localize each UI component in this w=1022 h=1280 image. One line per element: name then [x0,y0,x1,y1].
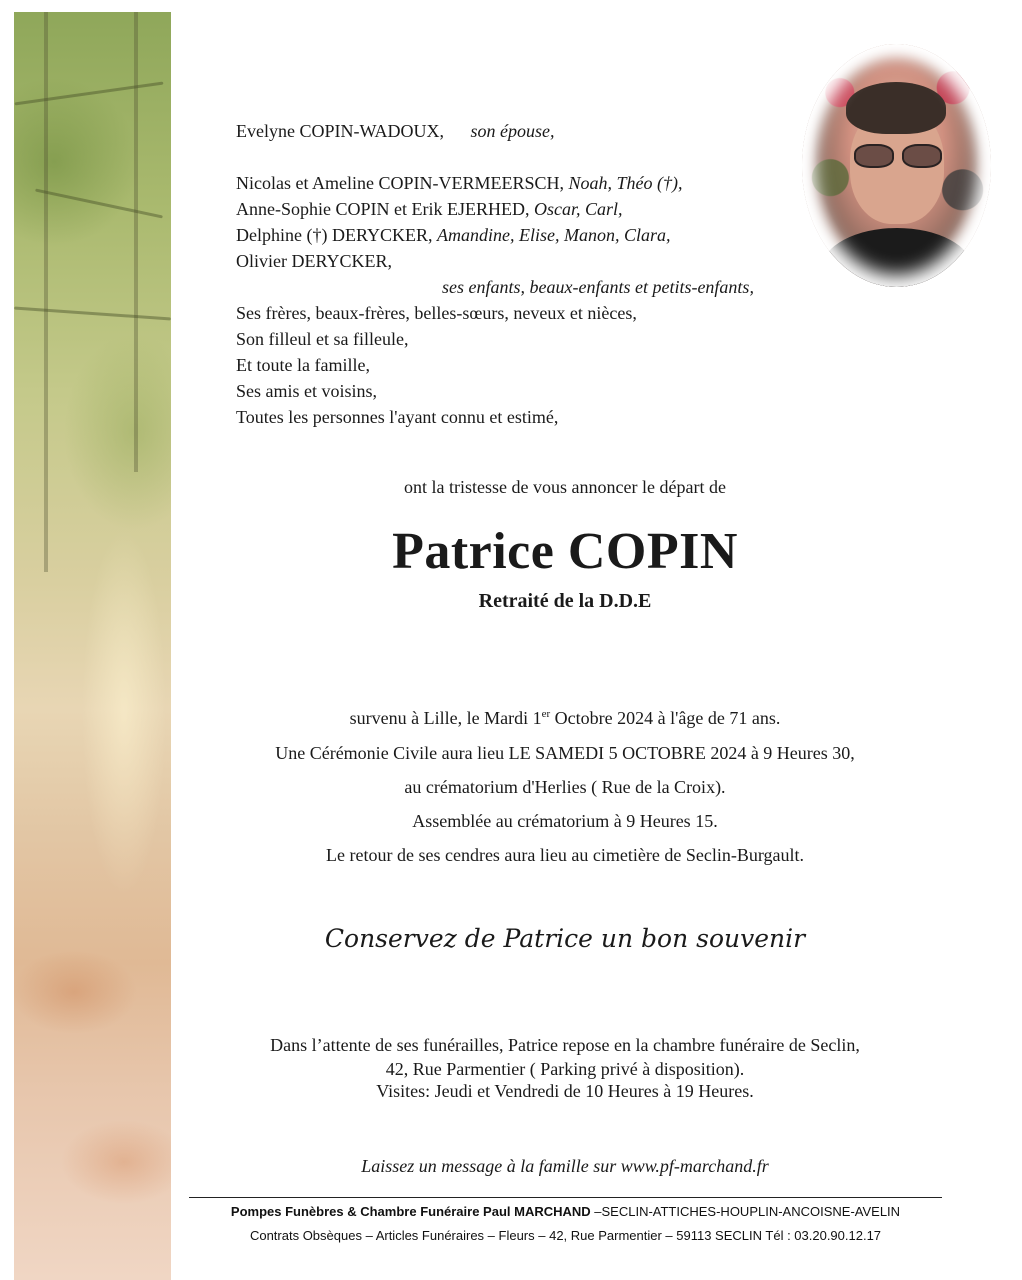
family-line-child-3 [236,222,670,248]
death-sup: er [541,708,551,720]
child-1-grandchildren: Noah, Théo (†), [568,173,683,193]
family-line-child-1 [236,170,682,196]
family-others-5: Toutes les personnes l'ayant connu et estimé, [236,407,559,427]
ceremony-line: Une Cérémonie Civile aura lieu LE SAMEDI 5 OCTOBRE 2024 à 9 Heures 30, [275,743,855,763]
death-text-a: survenu à Lille, le Mardi 1 [349,708,542,728]
child-2-name: Anne-Sophie COPIN et Erik EJERHED, [236,199,530,219]
portrait-photo [802,44,991,287]
death-text-b: Octobre 2024 à l'âge de 71 ans. [550,708,781,728]
spouse-relation: son épouse, [470,121,555,141]
souvenir-line: Conservez de Patrice un bon souvenir [324,924,806,953]
family-others-2: Son filleul et sa filleule, [236,329,409,349]
deceased-name: Patrice COPIN [392,523,738,580]
spouse-name: Evelyne COPIN-WADOUX, [236,121,444,141]
child-3-name: Delphine (†) DERYCKER, [236,225,433,245]
family-line-spouse [236,118,554,144]
rest-line-2: 42, Rue Parmentier ( Parking privé à disposition). [385,1059,745,1079]
deceased-title: Retraité de la D.D.E [478,590,652,612]
ashes-line: Le retour de ses cendres aura lieu au cimetière de Seclin-Burgault. [326,845,804,865]
family-others-1: Ses frères, beaux-frères, belles-sœurs, neveux et nièces, [236,303,637,323]
footer-company: Pompes Funèbres & Chambre Funéraire Paul MARCHAND [230,1204,591,1219]
family-others-4: Ses amis et voisins, [236,381,378,401]
assembly-line: Assemblée au crématorium à 9 Heures 15. [412,811,718,831]
child-1-name: Nicolas et Ameline COPIN-VERMEERSCH, [236,173,564,193]
rest-line-1: Dans l’attente de ses funérailles, Patrice repose en la chambre funéraire de Seclin, [270,1035,860,1055]
children-label: ses enfants, beaux-enfants et petits-enfants, [442,277,754,297]
footer-company-line [189,1204,942,1219]
family-others-3: Et toute la famille, [236,355,370,375]
family-line-child-2 [236,196,622,222]
child-2-grandchildren: Oscar, Carl, [533,199,623,219]
message-line: Laissez un message à la famille sur www.pf-marchand.fr [361,1156,769,1176]
child-3-grandchildren: Amandine, Elise, Manon, Clara, [436,225,671,245]
family-line-child-4: Olivier DERYCKER, [236,251,392,271]
rest-line-3: Visites: Jeudi et Vendredi de 10 Heures à 19 Heures. [376,1081,754,1101]
footer-contact: Contrats Obsèques – Articles Funéraires – Fleurs – 42, Rue Parmentier – 59113 SECLIN Tél : 03.20.90.12.17 [249,1228,882,1243]
forest-path-photo [14,12,171,1280]
footer-towns: –SECLIN-ATTICHES-HOUPLIN-ANCOISNE-AVELIN [590,1204,901,1219]
announcement: ont la tristesse de vous annoncer le départ de [404,477,726,497]
footer-divider [189,1197,942,1198]
place-line: au crématorium d'Herlies ( Rue de la Croix). [404,777,726,797]
death-line [190,705,940,731]
